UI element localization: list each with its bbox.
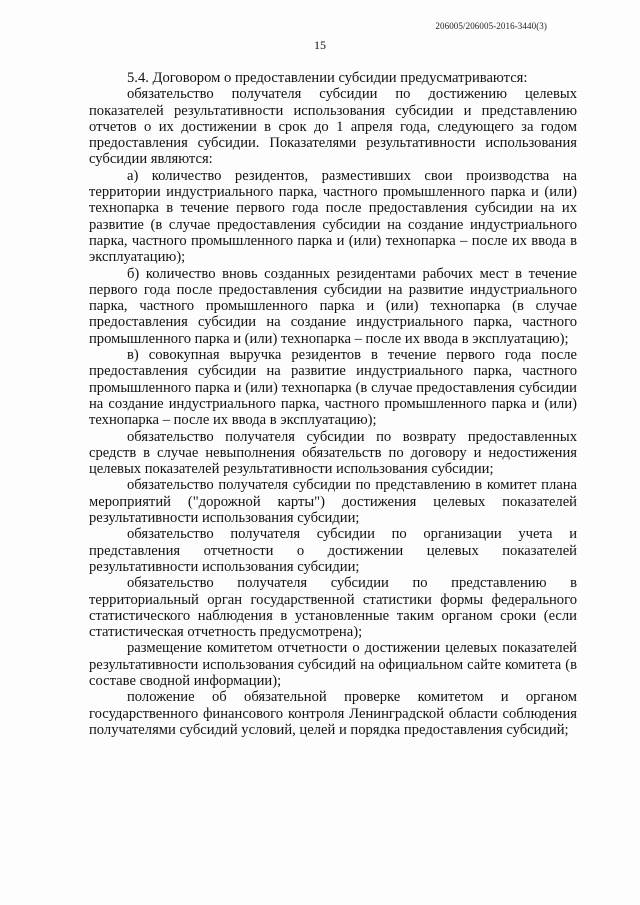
document-id: 206005/206005-2016-3440(3) [435,21,547,31]
paragraph-obligation-accounting: обязательство получателя субсидии по организации учета и представления отчетности о достижении целевых показателей результативности использования субсидии; [89,526,577,575]
paragraph-obligation-statistics: обязательство получателя субсидии по представлению в территориальный орган государственной статистики формы федерального статистического наблюдения в установленные таким органом сроки (если статистическая отчетность предусмотрена); [89,575,577,641]
list-item-v: в) совокупная выручка резидентов в течение первого года после предоставления субсидии на развитие индустриального парка, частного промышленного парка и (или) технопарка (в случае предоставления субсидии на создание индустриального парка, частного промышленного парка и (или) технопарка – после их ввода в эксплуатацию); [89,347,577,429]
paragraph-obligation-refund: обязательство получателя субсидии по возврату предоставленных средств в случае невыполнения обязательств по договору и недостижения целевых показателей результативности использования субсидии; [89,428,577,478]
paragraph-publication: размещение комитетом отчетности о достижении целевых показателей результативности использования субсидий на официальном сайте комитета (в составе сводной информации); [89,640,577,689]
section-heading: 5.4. Договором о предоставлении субсидии предусматриваются: [127,70,528,86]
list-item-a: а) количество резидентов, разместивших свои производства на территории индустриального парка, частного промышленного парка и (или) технопарка в течение первого года после предоставления субсидии на их развитие (в случае предоставления субсидии на создание индустриального парка, частного промышленного парка и (или) технопарка – после их ввода в эксплуатацию); [89,167,577,266]
paragraph-audit: положение об обязательной проверке комитетом и органом государственного финансового контроля Ленинградской области соблюдения получателями субсидий условий, целей и порядка предоставления субсидий; [89,689,577,738]
paragraph-obligation-roadmap: обязательство получателя субсидии по представлению в комитет плана мероприятий ("дорожной карты") достижения целевых показателей результативности использования субсидии; [89,477,577,527]
paragraph-obligation-targets: обязательство получателя субсидии по достижению целевых показателей результативности использования субсидии и представлению отчетов о их достижении в срок до 1 апреля года, следующего за годом предоставления субсидии. Показателями результативности использования субсидии являются: [89,86,577,168]
document-body [89,70,577,738]
list-item-b: б) количество вновь созданных резидентами рабочих мест в течение первого года после предоставления субсидии на развитие индустриального парка, частного промышленного парка и (или) технопарка (в случае предоставления субсидии на создание индустриального парка, частного промышленного парка и (или) технопарка – после их ввода в эксплуатацию); [89,265,577,347]
page-number: 15 [314,38,326,52]
